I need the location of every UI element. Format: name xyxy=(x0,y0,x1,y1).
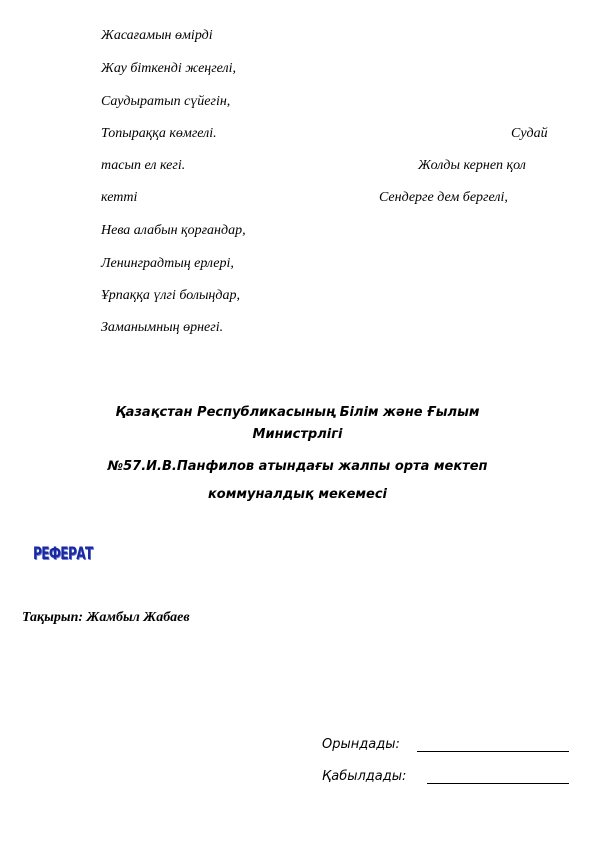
topic-line: Тақырып: Жамбыл Жабаев xyxy=(22,610,190,625)
poem-line: Жасағамын өмірді xyxy=(101,28,213,43)
referat-title: РЕФЕРАТ xyxy=(33,544,93,564)
poem-line: Ұрпаққа үлгі болыңдар, xyxy=(101,288,240,303)
poem-line: Жолды кернеп қол xyxy=(418,158,526,173)
poem-line: Саудыратып сүйегін, xyxy=(101,94,231,109)
school-line-2: коммуналдық мекемесі xyxy=(207,487,388,502)
poem-line: Сендерге дем бергелі, xyxy=(379,190,508,205)
poem-line: Жау біткенді жеңгелі, xyxy=(101,61,237,76)
school-line-1: №57.И.В.Панфилов атындағы жалпы орта мектеп xyxy=(107,459,488,474)
poem-line: кетті xyxy=(101,190,138,205)
poem-line: тасып ел кегі. xyxy=(101,158,186,173)
accepted-by-signature-line xyxy=(427,783,569,784)
poem-line: Нева алабын қорғандар, xyxy=(101,223,246,238)
poem-line: Ленинградтың ерлері, xyxy=(101,256,234,271)
poem-line: Судай xyxy=(511,126,548,141)
ministry-line-1: Қазақстан Республикасының Білім және Ғылым xyxy=(115,405,480,420)
ministry-line-2: Министрлігі xyxy=(252,427,343,442)
poem-line: Топыраққа көмгелі. xyxy=(101,126,217,141)
performed-by-label: Орындады: xyxy=(322,737,400,752)
accepted-by-label: Қабылдады: xyxy=(322,769,407,784)
poem-line: Заманымның өрнегі. xyxy=(101,320,224,335)
performed-by-row xyxy=(322,737,572,755)
accepted-by-row xyxy=(322,769,572,787)
performed-by-signature-line xyxy=(417,751,569,752)
